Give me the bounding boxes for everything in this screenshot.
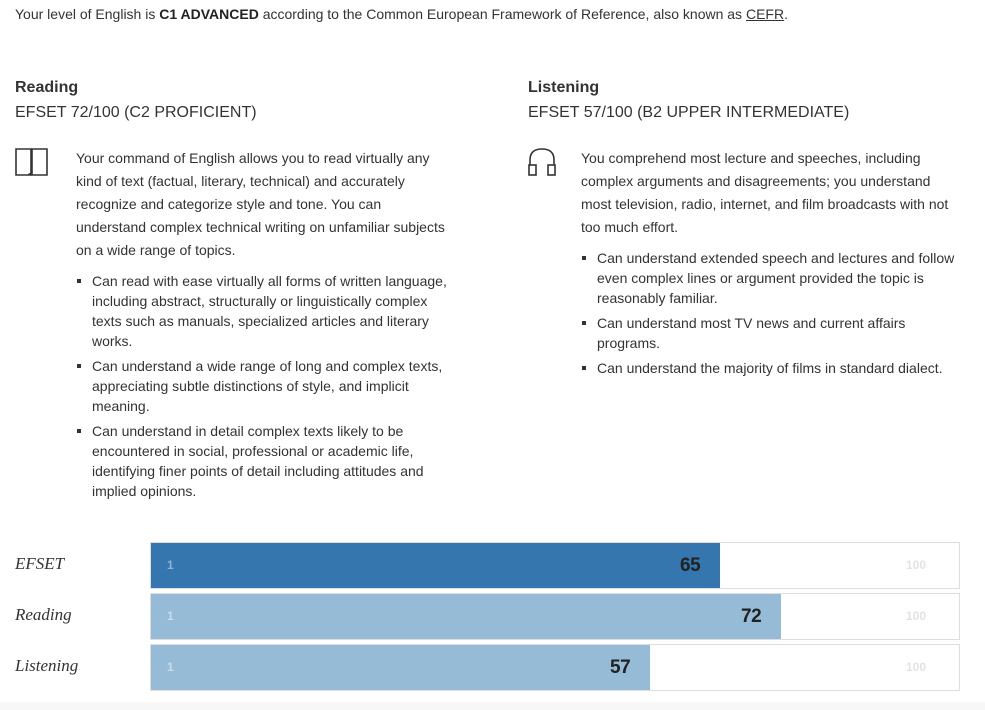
reading-section <box>15 78 455 506</box>
efset-bar-min: 1 <box>167 558 174 572</box>
reading-bar-min: 1 <box>167 609 174 623</box>
listening-bar-max: 100 <box>905 660 926 674</box>
efset-bar-row <box>0 542 985 589</box>
reading-bar-label: Reading <box>15 605 72 624</box>
efset-bar-track <box>150 542 960 589</box>
reading-title: Reading <box>15 79 79 96</box>
listening-section <box>528 78 968 383</box>
footer-divider <box>0 702 985 710</box>
listening-bar-fill <box>151 645 650 690</box>
listening-bar-track <box>150 644 960 691</box>
intro-middle: according to the Common European Framework of Reference, also known as <box>258 6 746 22</box>
list-item: Can understand the majority of films in standard dialect. <box>581 358 962 378</box>
listening-bar-row <box>0 644 985 691</box>
reading-score: EFSET 72/100 (C2 PROFICIENT) <box>15 104 257 121</box>
list-item: Can understand extended speech and lectures and follow even complex lines or argument provided the topic is reasonably familiar. <box>581 248 962 308</box>
reading-bar-max: 100 <box>905 609 926 623</box>
open-book-icon <box>15 147 49 182</box>
reading-bar-fill <box>151 594 781 639</box>
listening-bar-value: 57 <box>610 657 631 678</box>
efset-bar-label: EFSET <box>15 554 65 573</box>
efset-bar-value: 65 <box>680 555 701 576</box>
level-summary <box>15 6 788 22</box>
intro-suffix: . <box>784 6 788 22</box>
listening-bar-min: 1 <box>167 660 174 674</box>
efset-bar-max: 100 <box>905 558 926 572</box>
reading-bar-row <box>0 593 985 640</box>
level-badge: C1 ADVANCED <box>159 6 259 22</box>
listening-description: You comprehend most lecture and speeches, including complex arguments and disagreements; you understand most television, radio, internet, and film broadcasts with not too much effort. <box>581 150 949 235</box>
cefr-link[interactable]: CEFR <box>745 6 785 22</box>
list-item: Can understand a wide range of long and complex texts, appreciating subtle distinctions of style, and implicit meaning. <box>76 356 452 416</box>
list-item: Can read with ease virtually all forms of written language, including abstract, structurally or linguistically complex texts such as manuals, specialized articles and literary works. <box>76 271 452 351</box>
reading-description: Your command of English allows you to read virtually any kind of text (factual, literary, technical) and accurately recognize and categorize style and tone. You can understand complex technical writing on unfamiliar subjects on a wide range of topics. <box>76 150 445 258</box>
listening-bullets <box>581 248 968 378</box>
listening-bar-label: Listening <box>15 656 79 675</box>
list-item: Can understand in detail complex texts likely to be encountered in social, professional or academic life, identifying finer points of detail including attitudes and implied opinions. <box>76 421 452 501</box>
listening-score: EFSET 57/100 (B2 UPPER INTERMEDIATE) <box>528 104 850 121</box>
reading-bullets <box>76 271 455 501</box>
listening-title: Listening <box>528 79 600 96</box>
reading-bar-value: 72 <box>741 606 762 627</box>
efset-bar-fill <box>151 543 720 588</box>
reading-bar-track <box>150 593 960 640</box>
headphones-icon <box>528 147 556 182</box>
intro-prefix: Your level of English is <box>15 6 160 22</box>
list-item: Can understand most TV news and current affairs programs. <box>581 313 962 353</box>
